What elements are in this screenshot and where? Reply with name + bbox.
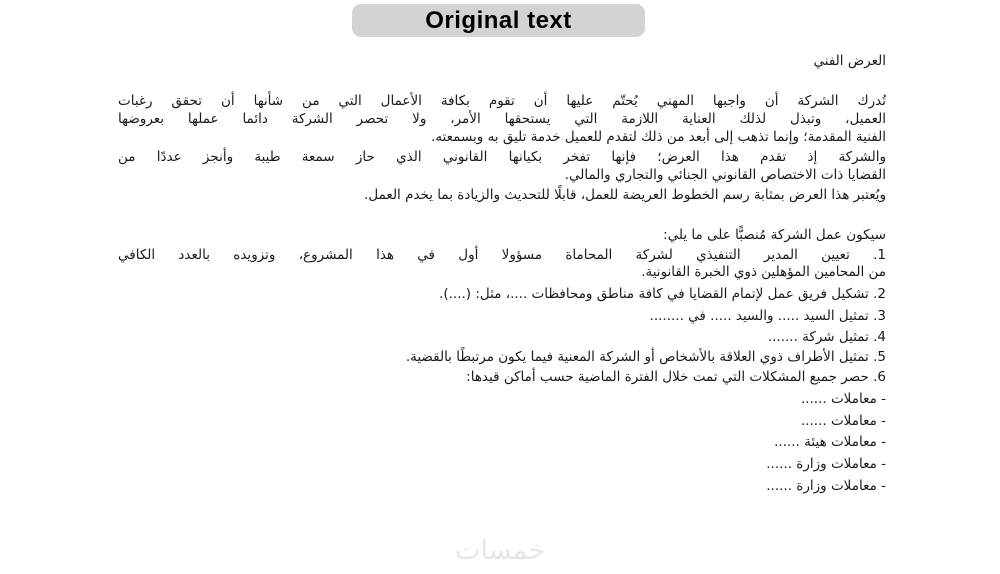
list-intro: سيكون عمل الشركة مُنصبًّا على ما يلي:: [663, 227, 886, 243]
paragraph-line: القضايا ذات الاختصاص القانوني الجنائي والتجاري والمالي.: [564, 167, 886, 183]
badge-label: Original text: [425, 6, 572, 34]
sub-list-item: - معاملات وزارة ......: [766, 456, 886, 472]
list-item: 2. تشكيل فريق عمل لإتمام القضايا في كافة مناطق ومحافظات ....، مثل: (....).: [439, 286, 886, 302]
paragraph-line: والشركة إذ تقدم هذا العرض؛ فإنها تفخر بكيانها القانوني الذي حاز سمعة طيبة وأنجز عددًا من: [118, 149, 886, 165]
list-item: 6. حصر جميع المشكلات التي تمت خلال الفترة الماضية حسب أماكن قيدها:: [466, 369, 886, 385]
paragraph-line: ويُعتبر هذا العرض بمثابة رسم الخطوط العريضة للعمل، قابلًا للتحديث والزيادة بما يخدم العمل.: [364, 187, 886, 203]
paragraph-line: العميل، وتبذل لذلك العناية اللازمة التي يستحقها الأمر، ولا تحصر الشركة دائما عملها بعروضها: [118, 111, 886, 127]
list-item: 5. تمثيل الأطراف ذوي العلاقة بالأشخاص أو الشركة المعنية فيما يكون مرتبطًا بالقضية.: [405, 349, 886, 365]
paragraph-line: تُدرك الشركة أن واجبها المهني يُحتّم عليها أن تقوم بكافة الأعمال التي من شأنها أن تحقق رغبات: [118, 93, 886, 109]
list-item: 1. تعيين المدير التنفيذي لشركة المحاماة مسؤولا أول في هذا المشروع، وتزويده بالعدد الكافي: [118, 247, 886, 263]
sub-list-item: - معاملات ......: [800, 413, 886, 429]
document-heading: العرض الفني: [813, 53, 886, 69]
list-item: 4. تمثيل شركة .......: [767, 329, 886, 345]
sub-list-item: - معاملات ......: [800, 391, 886, 407]
sub-list-item: - معاملات وزارة ......: [766, 478, 886, 494]
original-text-badge: [352, 4, 645, 37]
list-item: من المحامين المؤهلين ذوي الخبرة القانونية.: [641, 264, 886, 280]
watermark-logo: خمسات: [454, 534, 546, 566]
sub-list-item: - معاملات هيئة ......: [774, 434, 886, 450]
paragraph-line: الفنية المقدمة؛ وإنما تذهب إلى أبعد من ذلك لتقدم للعميل خدمة تليق به وبسمعته.: [431, 129, 886, 145]
list-item: 3. تمثيل السيد ..... والسيد ..... في ........: [649, 308, 886, 324]
